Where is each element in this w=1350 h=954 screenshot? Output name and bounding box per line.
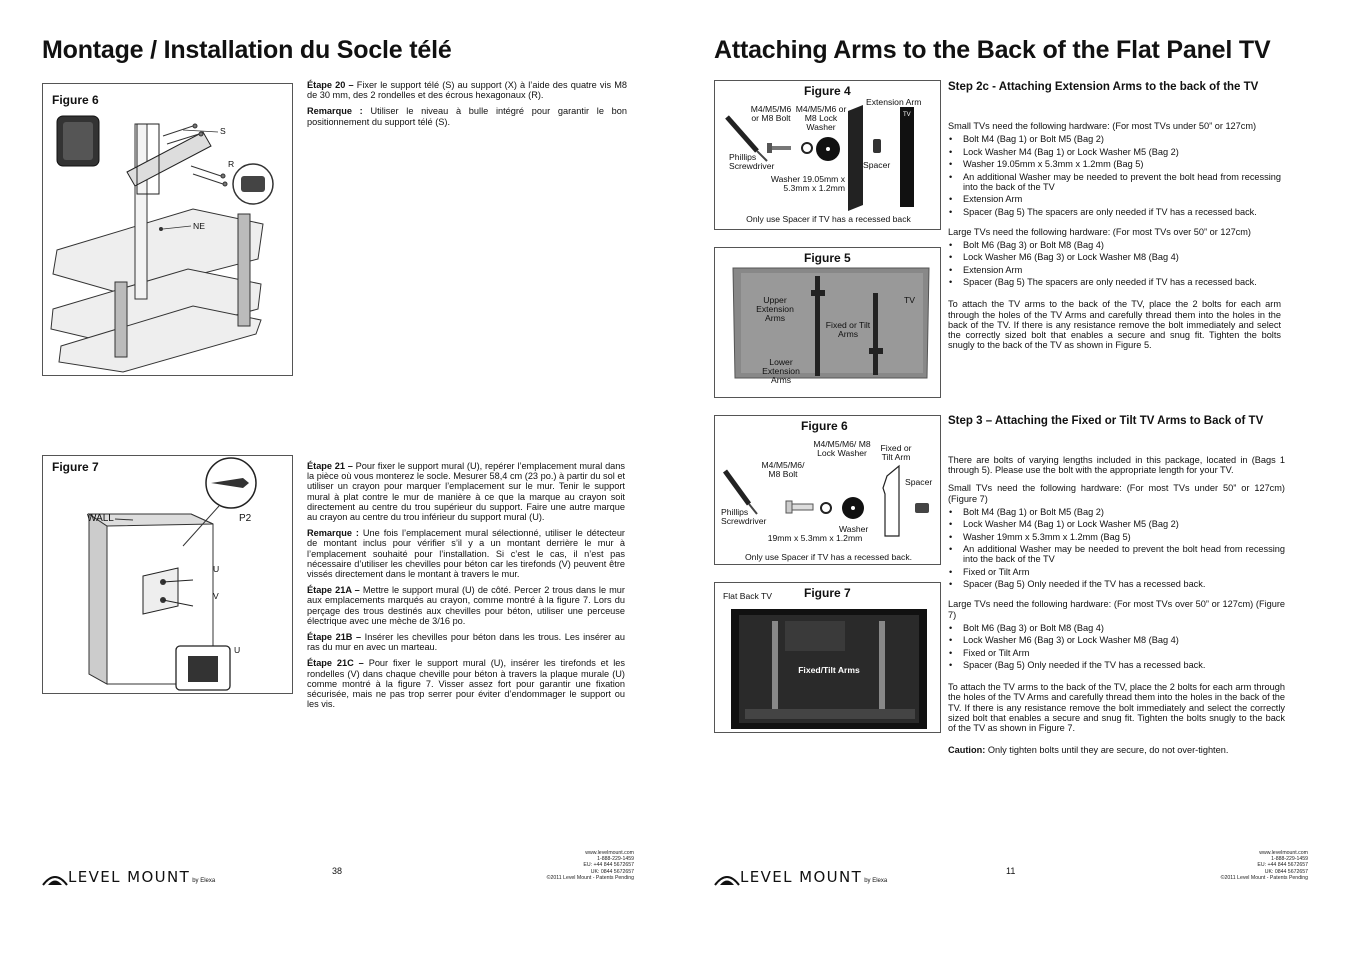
figure-4-right	[714, 80, 941, 230]
label-fixed-tilt-arm: Fixed or Tilt Arm	[880, 443, 912, 462]
label-P2: P2	[239, 513, 252, 524]
label-bolt: M4/M5/M6 or M8 Bolt	[750, 104, 792, 123]
brand-by: by Elexa	[864, 878, 888, 884]
step2c-large-list: • Bolt M6 (Bag 3) or Bolt M8 (Bag 4) • Lock Washer M6 (Bag 3) or Lock Washer M8 (Bag 4) • Extension Arm • Spacer (Bag 5) The spacers are only needed if TV has a recessed back.	[948, 240, 1281, 288]
figure-label: Figure 6	[801, 419, 848, 433]
footer-contact-right: www.levelmount.com 1-888-229-1459 EU: +44 844 5672657 UK: 0844 5672657 ©2011 Level Mount - Patents Pending	[1220, 850, 1308, 881]
label-tv: TV	[903, 112, 911, 118]
label-R: R	[228, 159, 235, 169]
step3-large-list: • Bolt M6 (Bag 3) or Bolt M8 (Bag 4) • Lock Washer M6 (Bag 3) or Lock Washer M8 (Bag 4) • Fixed or Tilt Arm • Spacer (Bag 5) Only needed if the TV has a recessed back.	[948, 623, 1285, 671]
label-lock-washer: M4/M5/M6 or M8 Lock Washer	[795, 104, 847, 132]
label-extension-arm: Extension Arm	[866, 97, 922, 107]
step2c-heading: Step 2c - Attaching Extension Arms to the back of the TV	[948, 81, 1259, 93]
step3-heading: Step 3 – Attaching the Fixed or Tilt TV Arms to Back of TV	[948, 415, 1264, 427]
footer-contact-left: www.levelmount.com 1-888-229-1459 EU: +44 844 5672657 UK: 0844 5672657 ©2011 Level Mount - Patents Pending	[546, 850, 634, 881]
label-NE: NE	[193, 221, 205, 231]
figure-label: Figure 7	[52, 460, 99, 474]
label-spacer: Spacer	[863, 160, 891, 170]
figure-5-right	[714, 247, 941, 398]
figure-6-left	[42, 83, 293, 376]
label-wall: WALL	[87, 513, 114, 524]
figure-6-right	[714, 415, 941, 565]
figure-label: Figure 5	[804, 251, 851, 265]
label-phillips: Phillips Screwdriver	[729, 152, 775, 171]
label-U-top: U	[213, 564, 220, 574]
label-fixed-tilt: Fixed or Tilt Arms	[825, 320, 871, 339]
figure-7-left	[42, 455, 293, 694]
label-tv: TV	[904, 295, 915, 305]
label-phillips: Phillips Screwdriver	[721, 507, 767, 526]
figure-label: Figure 6	[52, 93, 99, 107]
brand-name: LEVEL MOUNT	[68, 868, 191, 886]
label-washer: Washer 19.05mm x 5.3mm x 1.2mm	[770, 174, 845, 193]
fig6-note: Only use Spacer if TV has a recessed back.	[744, 552, 913, 562]
tv-stand-illustration	[43, 84, 294, 377]
figure-7-right	[714, 582, 941, 733]
step3-small-list: • Bolt M4 (Bag 1) or Bolt M5 (Bag 2) • Lock Washer M4 (Bag 1) or Lock Washer M5 (Bag 2) • Washer 19mm x 5.3mm x 1.2mm (Bag 5) • An additional Washer may be needed to prevent the bolt head from recessing into the back of the TV • Fixed or Tilt Arm • Spacer (Bag 5) Only needed if the TV has a recessed back.	[948, 507, 1285, 590]
step2c-body: Small TVs need the following hardware: (For most TVs under 50” or 127cm) • Bolt M4 (Bag 1) or Bolt M5 (Bag 2) • Lock Washer M4 (Bag 1) or Lock Washer M5 (Bag 2) • Washer 19.05mm x 5.3mm x 1.2mm (Bag 5) • An additional Washer may be needed to prevent the bolt head from recessing into the back of the TV • Extension Arm • Spacer (Bag 5) The spacers are only needed if TV has a recessed back. Large TVs need the following hardware: (For most TVs over 50” or 127cm) • Bolt M6 (Bag 3) or Bolt M8 (Bag 4) • Lock Washer M6 (Bag 3) or Lock Washer M8 (Bag 4) • Extension Arm • Spacer (Bag 5) The spacers are only needed if TV has a recessed back. To attach the TV arms to the back of the TV, place the 2 bolts for each arm through the holes of the TV Arms and carefully thread them into the holes in the back of the TV. If there is any resistance remove the bolt immediately and select the correctly sized bolt that enables a secure and snug fit. Tighten the bolts snugly to the back of the TV as shown in Figure 5.	[948, 121, 1281, 356]
label-lock-washer: M4/M5/M6/ M8 Lock Washer	[813, 439, 871, 458]
label-spacer: Spacer	[905, 477, 933, 487]
label-washer: Washer	[839, 524, 869, 534]
label-S: S	[220, 126, 226, 136]
label-fixed-tilt-arms: Fixed/Tilt Arms	[798, 665, 860, 675]
label-lower-extension: Lower Extension Arms	[762, 357, 800, 385]
fig4-note: Only use Spacer if TV has a recessed back	[746, 214, 911, 224]
label-bolt: M4/M5/M6/ M8 Bolt	[761, 460, 805, 479]
label-upper-extension: Upper Extension Arms	[756, 295, 794, 323]
logo-icon	[42, 872, 68, 886]
step20-text: Étape 20 – Fixer le support télé (S) au support (X) à l’aide des quatre vis M8 de 30 mm, des 2 rondelles et des écrous hexagonaux (R). Remarque : Utiliser le niveau à bulle intégré pour garantir le bon positionnement du support télé (S).	[307, 80, 627, 127]
label-washer-dims: 19mm x 5.3mm x 1.2mm	[767, 533, 863, 543]
wall-mount-illustration	[43, 456, 294, 695]
page-title-right: Attaching Arms to the Back of the Flat Panel TV	[714, 36, 1271, 64]
label-V: V	[213, 591, 219, 601]
step3-body: There are bolts of varying lengths included in this package, located in (Bags 1 through 5). Please use the bolt with the appropriate length for your TV. Small TVs need the following hardware: (For most TVs under 50” or 127cm) (Figure 7) • Bolt M4 (Bag 1) or Bolt M5 (Bag 2) • Lock Washer M4 (Bag 1) or Lock Washer M5 (Bag 2) • Washer 19mm x 5.3mm x 1.2mm (Bag 5) • An additional Washer may be needed to prevent the bolt head from recessing into the back of the TV • Fixed or Tilt Arm • Spacer (Bag 5) Only needed if the TV has a recessed back. Large TVs need the following hardware: (For most TVs over 50” or 127cm) (Figure 7) • Bolt M6 (Bag 3) or Bolt M8 (Bag 4) • Lock Washer M6 (Bag 3) or Lock Washer M8 (Bag 4) • Fixed or Tilt Arm • Spacer (Bag 5) Only needed if the TV has a recessed back. To attach the TV arms to the back of the TV, place the 2 bolts for each arm through the holes of the TV Arms and carefully thread them into the holes in the back of the TV. If there is any resistance remove the bolt immediately and select the correctly sized bolt that enables a secure and snug fit. Tighten the bolts snugly to the back of the TV as shown in Figure 7. Caution: Only tighten bolts until they are secure, do not over-tighten.	[948, 455, 1285, 761]
logo-icon	[714, 872, 740, 886]
page-number-right: 11	[1006, 866, 1016, 876]
label-U-bottom: U	[234, 645, 241, 655]
tv-back-photo	[715, 583, 942, 734]
brand-logo-left	[42, 868, 215, 886]
figure-label: Figure 4	[804, 84, 851, 98]
page-number-left: 38	[332, 866, 343, 876]
label-flat-back-tv: Flat Back TV	[723, 591, 773, 601]
step2c-small-list: • Bolt M4 (Bag 1) or Bolt M5 (Bag 2) • Lock Washer M4 (Bag 1) or Lock Washer M5 (Bag 2) • Washer 19.05mm x 5.3mm x 1.2mm (Bag 5) • An additional Washer may be needed to prevent the bolt head from recessing into the back of the TV • Extension Arm • Spacer (Bag 5) The spacers are only needed if TV has a recessed back.	[948, 134, 1281, 217]
brand-name: LEVEL MOUNT	[740, 868, 863, 886]
step21-text: Étape 21 – Pour fixer le support mural (U), repérer l’emplacement mural dans la pièce où vous monterez le socle. Mesurer 58,4 cm (23 po.) à partir du sol et utiliser un crayon pour marquer l’emplacement sur le mur. Tenir le support mural à plat contre le mur de manière à ce que la marque au crayon soit directement au centre du trou supérieur du support. Faire une autre marque au crayon au centre du trou inférieur du support mural (U). Remarque : Une fois l’emplacement mural sélectionné, utiliser le détecteur de montant inclus pour vérifier s’il y a un montant derrière le mur à l’emplacement souhaité pour l’installation. Si c’est le cas, il n’est pas nécessaire d’utiliser les chevilles pour béton car les tirefonds (V) peuvent être vissés directement dans le montant à travers le mur. Étape 21A – Mettre le support mural (U) de côté. Percer 2 trous dans le mur aux emplacements marqués au crayon, comme montré à la figure 7. Lors du perçage des trous destinés aux chevilles pour béton, utiliser une perceuse électrique avec une mèche de 3/16 po. Étape 21B – Insérer les chevilles pour béton dans les trous. Les insérer au ras du mur en avec un marteau. Étape 21C – Pour fixer le support mural (U), insérer les tirefonds et les rondelles (V) dans chaque cheville pour béton à travers la plaque murale (U) comme montré à la figure 7. Visser assez fort pour garantir une fixation sécurisée, mais ne pas trop serrer pour éviter d’endommager le support ou les vis.	[307, 461, 626, 710]
figure-label: Figure 7	[804, 586, 851, 600]
brand-logo-right	[714, 868, 887, 886]
page-title-left: Montage / Installation du Socle télé	[42, 36, 452, 64]
brand-by: by Elexa	[192, 878, 216, 884]
